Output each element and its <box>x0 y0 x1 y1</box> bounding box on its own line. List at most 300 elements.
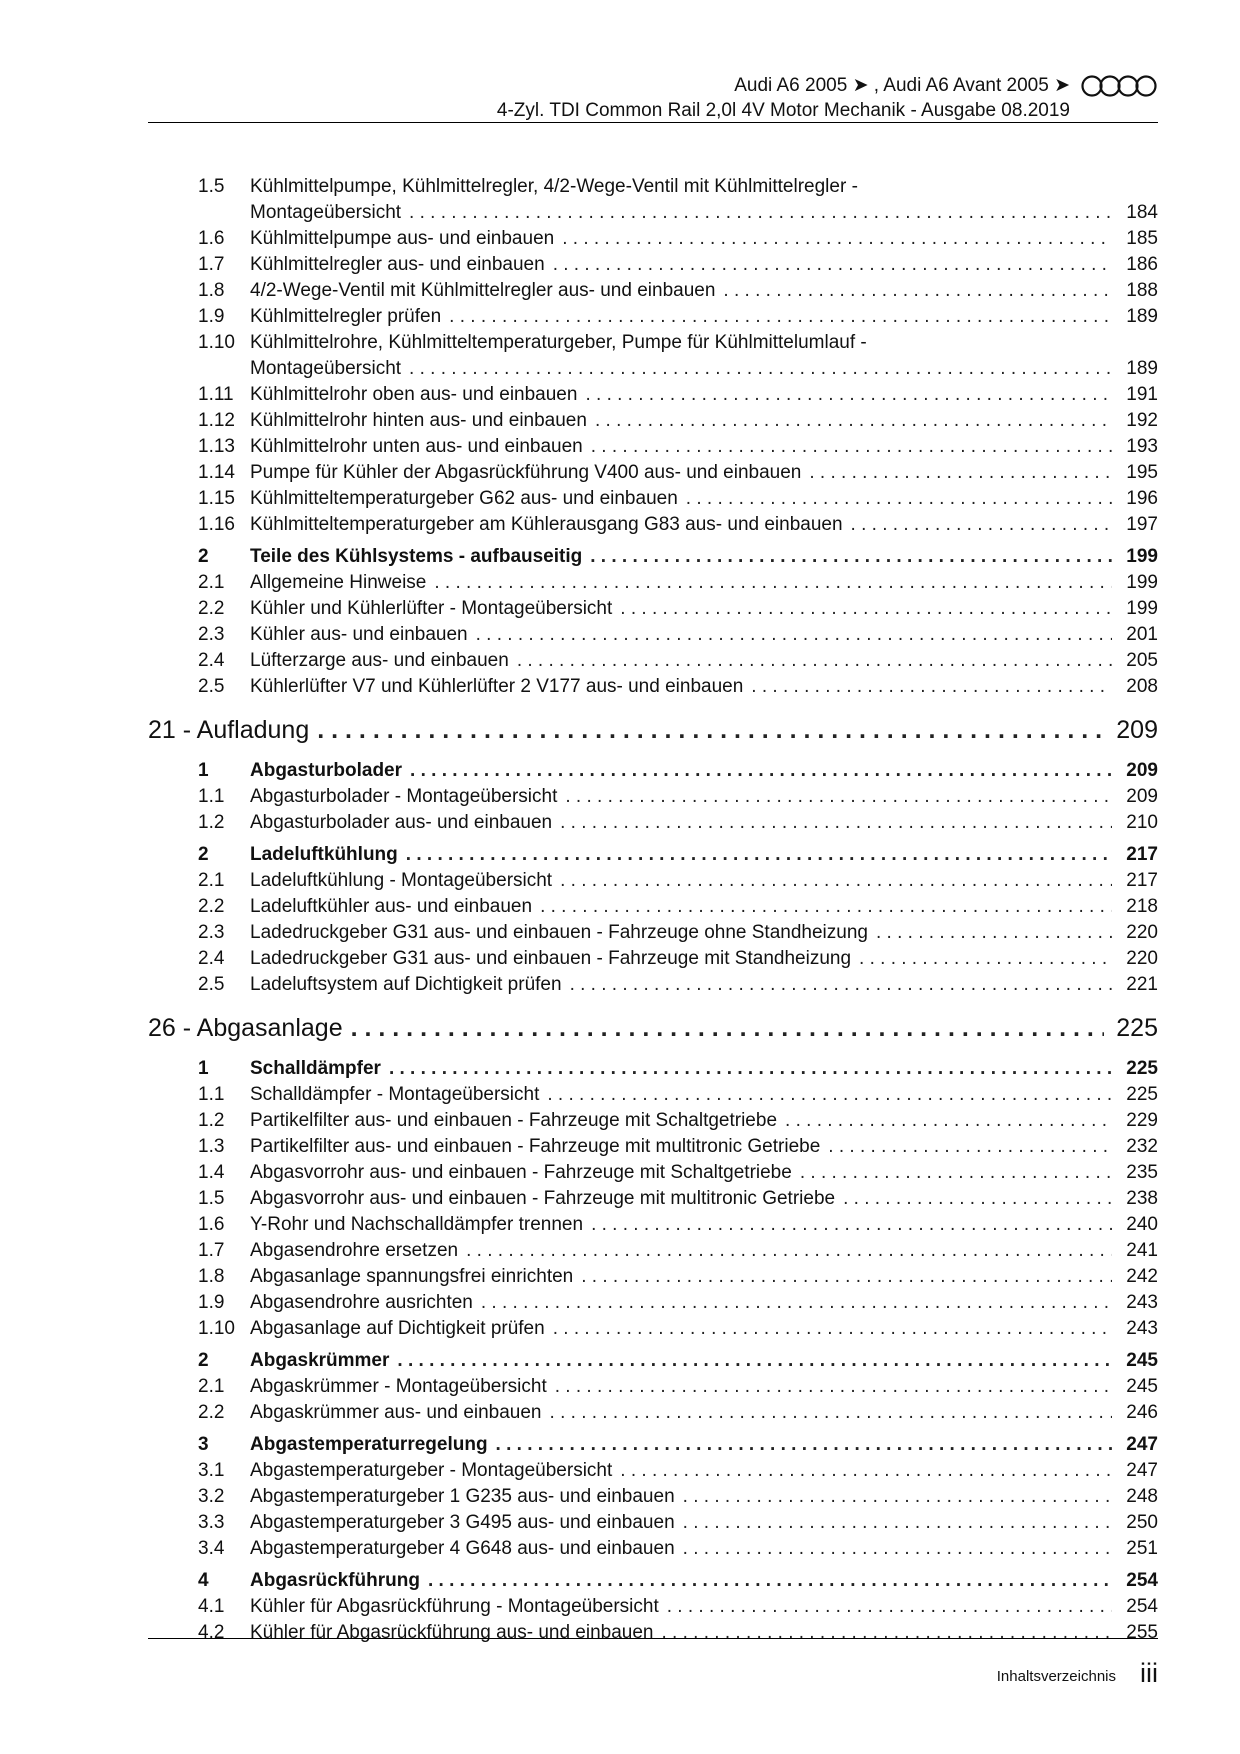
toc-title-wrap <box>250 1160 1118 1186</box>
toc-entry[interactable] <box>148 622 1158 648</box>
dot-leader <box>585 382 1112 408</box>
toc-title-wrap <box>250 1484 1118 1510</box>
dot-leader <box>562 226 1112 252</box>
toc-title: Ladeluftkühlung <box>250 844 398 865</box>
toc-title: Kühlmittelpumpe aus- und einbauen <box>250 228 555 249</box>
toc-title: Abgasvorrohr aus- und einbauen - Fahrzeuge mit multitronic Getriebe <box>250 1188 836 1209</box>
toc-entry[interactable] <box>148 1458 1158 1484</box>
toc-entry[interactable] <box>148 512 1158 538</box>
toc-number: 1.11 <box>198 384 234 405</box>
toc-number: 1.9 <box>198 306 225 327</box>
toc-entry[interactable] <box>148 1536 1158 1562</box>
dot-leader <box>723 278 1112 304</box>
dot-leader <box>547 1082 1112 1108</box>
toc-number: 1.6 <box>198 1214 225 1235</box>
toc-entry[interactable] <box>148 1400 1158 1426</box>
toc-number: 2.4 <box>198 650 225 671</box>
toc-page-number: 241 <box>1126 1240 1158 1261</box>
toc-title: Ladeluftsystem auf Dichtigkeit prüfen <box>250 974 562 995</box>
dot-leader <box>683 1510 1112 1536</box>
toc-title: Y-Rohr und Nachschalldämpfer trennen <box>250 1214 584 1235</box>
dot-leader <box>351 1006 1104 1050</box>
toc-entry[interactable] <box>148 1290 1158 1316</box>
toc-number: 3.2 <box>198 1486 225 1507</box>
toc-title: Kühlmittelrohr hinten aus- und einbauen <box>250 410 587 431</box>
toc-entry[interactable] <box>148 1264 1158 1290</box>
dot-leader <box>800 1160 1112 1186</box>
toc-title: Abgasturbolader <box>250 760 403 781</box>
toc-page-number: 201 <box>1126 624 1158 645</box>
toc-title: Kühlmitteltemperaturgeber G62 aus- und einbauen <box>250 488 678 509</box>
toc-title-wrap <box>250 1212 1118 1238</box>
toc-title-wrap <box>250 1134 1118 1160</box>
dot-leader <box>590 544 1112 570</box>
toc-number: 2.5 <box>198 676 225 697</box>
dot-leader <box>667 1594 1112 1620</box>
dot-leader <box>410 758 1112 784</box>
dot-leader <box>553 1316 1112 1342</box>
toc-title: Montageübersicht <box>250 202 402 223</box>
toc-entry[interactable] <box>148 1484 1158 1510</box>
toc-title: Kühlmitteltemperaturgeber am Kühlerausgang G83 aus- und einbauen <box>250 514 843 535</box>
toc-title: Montageübersicht <box>250 358 402 379</box>
toc-page-number: 248 <box>1126 1486 1158 1507</box>
toc-title-wrap <box>250 1108 1118 1134</box>
toc-entry[interactable] <box>148 972 1158 998</box>
toc-page-number: 217 <box>1126 844 1158 865</box>
toc-title: 21 - Aufladung <box>148 716 310 744</box>
toc-title-wrap <box>250 1432 1118 1458</box>
toc-number: 2.3 <box>198 922 225 943</box>
toc-title-wrap <box>250 434 1118 460</box>
dot-leader <box>570 972 1112 998</box>
toc-title-wrap <box>250 570 1118 596</box>
toc-page-number: 240 <box>1126 1214 1158 1235</box>
dot-leader <box>317 708 1104 752</box>
toc-entry[interactable] <box>148 382 1158 408</box>
toc-number: 1.1 <box>198 1084 225 1105</box>
toc-title-wrap <box>250 1082 1118 1108</box>
toc-title-wrap <box>250 920 1118 946</box>
dot-leader <box>550 1400 1112 1426</box>
dot-leader <box>620 596 1112 622</box>
footer-page-number: iii <box>1140 1658 1158 1688</box>
toc-number: 4.1 <box>198 1596 225 1617</box>
toc-page-number: 247 <box>1126 1460 1158 1481</box>
toc-title-wrap <box>250 1458 1118 1484</box>
toc-page-number: 251 <box>1126 1538 1158 1559</box>
toc-entry[interactable] <box>148 920 1158 946</box>
toc-title: Abgasturbolader aus- und einbauen <box>250 812 553 833</box>
toc-page-number: 193 <box>1126 436 1158 457</box>
dot-leader <box>397 1348 1112 1374</box>
dot-leader <box>683 1484 1112 1510</box>
toc-entry[interactable] <box>148 946 1158 972</box>
toc-entry[interactable] <box>148 304 1158 330</box>
toc-number: 2.2 <box>198 896 225 917</box>
toc-entry[interactable] <box>148 1082 1158 1108</box>
toc-number: 2.1 <box>198 1376 225 1397</box>
toc-number: 1.12 <box>198 410 235 431</box>
toc-section[interactable] <box>148 1348 1158 1374</box>
toc-number: 2.1 <box>198 572 225 593</box>
toc-title: Lüfterzarge aus- und einbauen <box>250 650 509 671</box>
toc-title-wrap <box>250 174 1118 226</box>
toc-title: Kühler für Abgasrückführung - Montageübersicht <box>250 1596 659 1617</box>
toc-number: 1.13 <box>198 436 235 457</box>
toc-title: Abgaskrümmer - Montageübersicht <box>250 1376 547 1397</box>
toc-entry[interactable] <box>148 226 1158 252</box>
toc-entry[interactable] <box>148 434 1158 460</box>
toc-page-number: 199 <box>1126 598 1158 619</box>
toc-page-number: 218 <box>1126 896 1158 917</box>
dot-leader <box>565 784 1112 810</box>
dot-leader <box>859 946 1112 972</box>
toc-page-number: 254 <box>1126 1570 1158 1591</box>
toc-number: 2 <box>198 546 209 567</box>
toc-entry[interactable] <box>148 648 1158 674</box>
dot-leader <box>540 894 1112 920</box>
toc-page-number: 235 <box>1126 1162 1158 1183</box>
toc-number: 1.10 <box>198 332 235 353</box>
toc-page-number: 195 <box>1126 462 1158 483</box>
toc-title-wrap <box>250 278 1118 304</box>
toc-title: Kühlerlüfter V7 und Kühlerlüfter 2 V177 aus- und einbauen <box>250 676 744 697</box>
toc-title-line2 <box>250 356 1118 382</box>
toc-entry[interactable] <box>148 1186 1158 1212</box>
toc-page-number: 208 <box>1126 676 1158 697</box>
toc-title: Abgasendrohre ausrichten <box>250 1292 473 1313</box>
toc-title-wrap <box>250 1264 1118 1290</box>
toc-title: Kühlmittelrohr unten aus- und einbauen <box>250 436 583 457</box>
toc-entry[interactable] <box>148 486 1158 512</box>
toc-page-number: 221 <box>1126 974 1158 995</box>
toc-chapter[interactable] <box>148 1006 1158 1050</box>
footer-divider <box>148 1638 1158 1639</box>
toc-entry[interactable] <box>148 1212 1158 1238</box>
dot-leader <box>476 622 1112 648</box>
toc-title-wrap <box>250 674 1118 700</box>
toc-page-number: 199 <box>1126 546 1158 567</box>
toc-title: Abgastemperaturgeber 4 G648 aus- und einbauen <box>250 1538 675 1559</box>
toc-number: 3 <box>198 1434 209 1455</box>
toc-entry[interactable] <box>148 1238 1158 1264</box>
toc-title: Kühler aus- und einbauen <box>250 624 468 645</box>
dot-leader <box>553 252 1112 278</box>
toc-title: Abgasvorrohr aus- und einbauen - Fahrzeuge mit Schaltgetriebe <box>250 1162 792 1183</box>
toc-page-number: 225 <box>1126 1084 1158 1105</box>
toc-section[interactable] <box>148 1056 1158 1082</box>
toc-title: Schalldämpfer - Montageübersicht <box>250 1084 540 1105</box>
toc-title-wrap <box>250 486 1118 512</box>
toc-title-wrap <box>250 1400 1118 1426</box>
toc-title: Abgaskrümmer <box>250 1350 390 1371</box>
toc-page-number: 254 <box>1126 1596 1158 1617</box>
toc-number: 1.2 <box>198 812 225 833</box>
toc-entry[interactable] <box>148 1160 1158 1186</box>
toc-page-number: 217 <box>1126 870 1158 891</box>
toc-title-wrap <box>250 382 1118 408</box>
toc-entry[interactable] <box>148 460 1158 486</box>
toc-page-number: 245 <box>1126 1350 1158 1371</box>
toc-title: Ladeluftkühler aus- und einbauen <box>250 896 533 917</box>
toc-section[interactable] <box>148 758 1158 784</box>
toc-entry[interactable] <box>148 1108 1158 1134</box>
toc-title-wrap <box>250 1568 1118 1594</box>
dot-leader <box>686 486 1112 512</box>
dot-leader <box>828 1134 1112 1160</box>
dot-leader <box>785 1108 1112 1134</box>
dot-leader <box>481 1290 1112 1316</box>
toc-title-wrap <box>250 1536 1118 1562</box>
toc-title-wrap <box>250 784 1118 810</box>
toc-page-number: 186 <box>1126 254 1158 275</box>
toc-section[interactable] <box>148 1432 1158 1458</box>
toc-number: 1 <box>198 760 209 781</box>
dot-leader <box>851 512 1112 538</box>
toc-page-number: 197 <box>1126 514 1158 535</box>
dot-leader <box>406 842 1112 868</box>
toc-entry[interactable] <box>148 1510 1158 1536</box>
toc-title: Partikelfilter aus- und einbauen - Fahrzeuge mit multitronic Getriebe <box>250 1136 821 1157</box>
toc-entry[interactable] <box>148 1620 1158 1646</box>
toc-title-wrap <box>250 894 1118 920</box>
toc-page-number: 184 <box>1126 202 1158 223</box>
toc-title: Ladeluftkühlung - Montageübersicht <box>250 870 553 891</box>
toc-page-number: 243 <box>1126 1292 1158 1313</box>
page-header <box>148 66 1158 122</box>
toc-section[interactable] <box>148 1568 1158 1594</box>
toc-number: 1.14 <box>198 462 235 483</box>
toc-title: Kühler und Kühlerlüfter - Montageübersicht <box>250 598 613 619</box>
footer-label: Inhaltsverzeichnis <box>996 1668 1116 1685</box>
toc-title-wrap <box>250 842 1118 868</box>
toc-title-wrap <box>250 1316 1118 1342</box>
toc-page-number: 225 <box>1126 1058 1158 1079</box>
toc-number: 1.10 <box>198 1318 235 1339</box>
toc-title: Kühlmittelregler aus- und einbauen <box>250 254 545 275</box>
toc-page-number: 255 <box>1126 1622 1158 1643</box>
toc-page-number: 191 <box>1126 384 1158 405</box>
toc-entry[interactable] <box>148 868 1158 894</box>
toc-title: Abgastemperaturregelung <box>250 1434 488 1455</box>
toc-title-line2 <box>250 200 1118 226</box>
dot-leader <box>620 1458 1112 1484</box>
toc-entry[interactable] <box>148 174 1158 226</box>
toc-title-line1: Kühlmittelpumpe, Kühlmittelregler, 4/2-Wege-Ventil mit Kühlmittelregler - <box>250 176 858 197</box>
toc-number: 2.2 <box>198 1402 225 1423</box>
dot-leader <box>409 200 1112 226</box>
toc-entry[interactable] <box>148 894 1158 920</box>
toc-title-wrap <box>250 330 1118 382</box>
toc-number: 1 <box>198 1058 209 1079</box>
toc-page-number: 246 <box>1126 1402 1158 1423</box>
toc-title: Kühler für Abgasrückführung aus- und einbauen <box>250 1622 654 1643</box>
header-vehicle: Audi A6 2005 ➤ , Audi A6 Avant 2005 ➤ <box>734 75 1070 96</box>
toc-page-number: 199 <box>1126 572 1158 593</box>
toc-section[interactable] <box>148 842 1158 868</box>
toc-title: Abgasrückführung <box>250 1570 420 1591</box>
toc-title: Kühlmittelrohr oben aus- und einbauen <box>250 384 578 405</box>
dot-leader <box>389 1056 1112 1082</box>
toc-page-number: 220 <box>1126 948 1158 969</box>
toc-title-wrap <box>250 544 1118 570</box>
toc-number: 2.2 <box>198 598 225 619</box>
toc-title-wrap <box>250 1056 1118 1082</box>
toc-entry[interactable] <box>148 330 1158 382</box>
dot-leader <box>581 1264 1112 1290</box>
toc-page-number: 245 <box>1126 1376 1158 1397</box>
dot-leader <box>751 674 1112 700</box>
toc-page-number: 205 <box>1126 650 1158 671</box>
dot-leader <box>560 868 1112 894</box>
dot-leader <box>409 356 1112 382</box>
toc-page-number: 250 <box>1126 1512 1158 1533</box>
toc-number: 2.1 <box>198 870 225 891</box>
toc-page-number: 188 <box>1126 280 1158 301</box>
toc-title-wrap <box>250 304 1118 330</box>
toc-title: Abgasanlage spannungsfrei einrichten <box>250 1266 574 1287</box>
toc-title-wrap <box>250 408 1118 434</box>
toc-title-wrap <box>250 868 1118 894</box>
toc-title: Ladedruckgeber G31 aus- und einbauen - Fahrzeuge ohne Standheizung <box>250 922 868 943</box>
toc-title-wrap <box>250 596 1118 622</box>
toc-page-number: 220 <box>1126 922 1158 943</box>
dot-leader <box>683 1536 1112 1562</box>
toc-number: 4 <box>198 1570 209 1591</box>
toc-title-wrap <box>250 1510 1118 1536</box>
toc-page-number: 192 <box>1126 410 1158 431</box>
toc-number: 1.3 <box>198 1136 225 1157</box>
toc-entry[interactable] <box>148 1134 1158 1160</box>
toc-page-number: 196 <box>1126 488 1158 509</box>
toc-title-wrap <box>250 252 1118 278</box>
dot-leader <box>434 570 1112 596</box>
dot-leader <box>555 1374 1112 1400</box>
toc-title-wrap <box>250 1594 1118 1620</box>
toc-number: 1.16 <box>198 514 235 535</box>
toc-title-wrap <box>148 1006 1110 1050</box>
toc-number: 1.4 <box>198 1162 225 1183</box>
toc-number: 2 <box>198 1350 209 1371</box>
toc-chapter[interactable] <box>148 708 1158 752</box>
dot-leader <box>591 434 1112 460</box>
toc-page-number: 185 <box>1126 228 1158 249</box>
toc-title: Pumpe für Kühler der Abgasrückführung V400 aus- und einbauen <box>250 462 802 483</box>
toc-entry[interactable] <box>148 570 1158 596</box>
toc-title: Partikelfilter aus- und einbauen - Fahrzeuge mit Schaltgetriebe <box>250 1110 778 1131</box>
toc-number: 4.2 <box>198 1622 225 1643</box>
toc-section[interactable] <box>148 544 1158 570</box>
toc-number: 1.5 <box>198 176 225 197</box>
toc-entry[interactable] <box>148 810 1158 836</box>
toc-title: 26 - Abgasanlage <box>148 1014 343 1042</box>
toc-number: 1.8 <box>198 280 225 301</box>
audi-rings-icon <box>1080 74 1158 98</box>
toc-title-wrap <box>250 1238 1118 1264</box>
toc-title-wrap <box>250 1620 1118 1646</box>
toc-page-number: 209 <box>1116 716 1158 744</box>
toc-number: 3.4 <box>198 1538 225 1559</box>
dot-leader <box>428 1568 1112 1594</box>
toc-title-wrap <box>250 758 1118 784</box>
toc-number: 1.2 <box>198 1110 225 1131</box>
header-subtitle: 4-Zyl. TDI Common Rail 2,0l 4V Motor Mechanik - Ausgabe 08.2019 <box>496 100 1070 121</box>
toc-title-wrap <box>250 460 1118 486</box>
toc-page-number: 229 <box>1126 1110 1158 1131</box>
toc-title-wrap <box>250 1186 1118 1212</box>
toc-page-number: 189 <box>1126 306 1158 327</box>
toc-entry[interactable] <box>148 784 1158 810</box>
toc-title-line1: Kühlmittelrohre, Kühlmitteltemperaturgeber, Pumpe für Kühlmittelumlauf - <box>250 332 867 353</box>
toc-number: 2.4 <box>198 948 225 969</box>
toc-title: Abgastemperaturgeber 3 G495 aus- und einbauen <box>250 1512 675 1533</box>
toc-title-wrap <box>250 648 1118 674</box>
toc-number: 1.1 <box>198 786 225 807</box>
toc-page-number: 209 <box>1126 786 1158 807</box>
toc-entry[interactable] <box>148 1594 1158 1620</box>
toc-entry[interactable] <box>148 596 1158 622</box>
toc-title: Schalldämpfer <box>250 1058 381 1079</box>
toc-title-wrap <box>250 512 1118 538</box>
toc-entry[interactable] <box>148 674 1158 700</box>
toc-title: Abgasendrohre ersetzen <box>250 1240 459 1261</box>
toc-entry[interactable] <box>148 252 1158 278</box>
toc-page-number: 225 <box>1116 1014 1158 1042</box>
toc-title: Teile des Kühlsystems - aufbauseitig <box>250 546 583 567</box>
toc-page-number: 242 <box>1126 1266 1158 1287</box>
toc-page-number: 238 <box>1126 1188 1158 1209</box>
toc-title-wrap <box>250 810 1118 836</box>
toc-entry[interactable] <box>148 1374 1158 1400</box>
dot-leader <box>591 1212 1112 1238</box>
toc-title: Abgasturbolader - Montageübersicht <box>250 786 558 807</box>
toc-title-wrap <box>250 226 1118 252</box>
toc-entry[interactable] <box>148 408 1158 434</box>
toc-page-number: 189 <box>1126 358 1158 379</box>
toc-number: 3.1 <box>198 1460 225 1481</box>
toc-number: 2.3 <box>198 624 225 645</box>
toc-title: Kühlmittelregler prüfen <box>250 306 442 327</box>
toc-number: 1.15 <box>198 488 235 509</box>
toc-title: 4/2-Wege-Ventil mit Kühlmittelregler aus- und einbauen <box>250 280 716 301</box>
dot-leader <box>843 1186 1112 1212</box>
toc-title: Abgastemperaturgeber - Montageübersicht <box>250 1460 613 1481</box>
toc-title: Allgemeine Hinweise <box>250 572 427 593</box>
toc-number: 3.3 <box>198 1512 225 1533</box>
dot-leader <box>560 810 1112 836</box>
dot-leader <box>517 648 1112 674</box>
toc-entry[interactable] <box>148 278 1158 304</box>
dot-leader <box>466 1238 1112 1264</box>
toc-number: 2 <box>198 844 209 865</box>
toc-title-wrap <box>250 622 1118 648</box>
toc-title: Abgaskrümmer aus- und einbauen <box>250 1402 542 1423</box>
toc-page-number: 210 <box>1126 812 1158 833</box>
toc-title: Ladedruckgeber G31 aus- und einbauen - Fahrzeuge mit Standheizung <box>250 948 852 969</box>
toc-title-wrap <box>250 1348 1118 1374</box>
toc-number: 1.9 <box>198 1292 225 1313</box>
header-divider <box>148 122 1158 123</box>
toc-number: 1.8 <box>198 1266 225 1287</box>
toc-entry[interactable] <box>148 1316 1158 1342</box>
dot-leader <box>496 1432 1112 1458</box>
toc-page-number: 209 <box>1126 760 1158 781</box>
table-of-contents <box>148 174 1158 1646</box>
toc-title-wrap <box>250 1290 1118 1316</box>
dot-leader <box>449 304 1112 330</box>
toc-title-wrap <box>250 1374 1118 1400</box>
